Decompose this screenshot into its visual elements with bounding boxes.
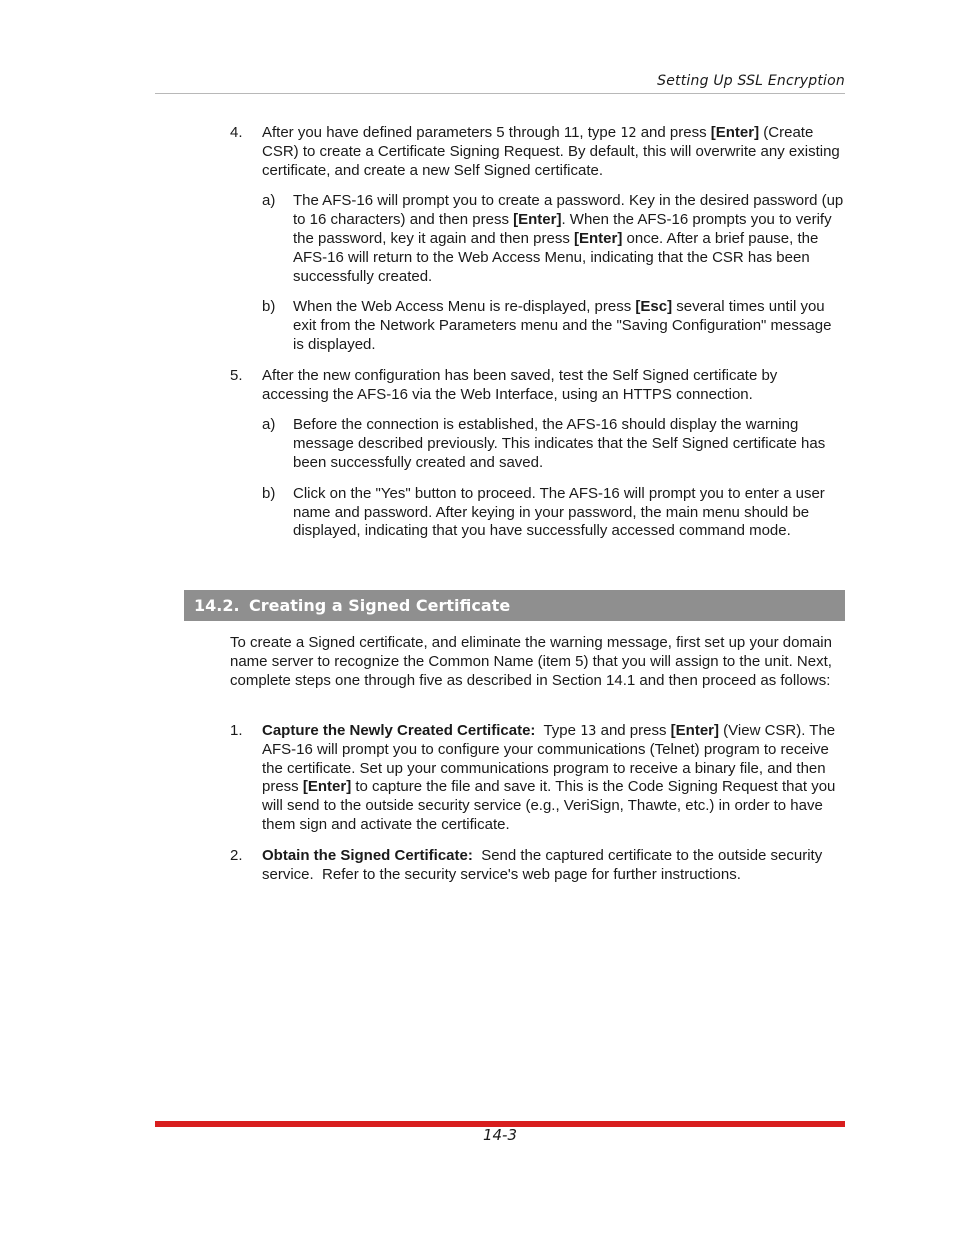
substep-letter: a) <box>262 416 276 434</box>
step-heading: Obtain the Signed Certificate: <box>262 846 473 864</box>
step-5a: a) Before the connection is established, the AFS-16 should display the warning message described previously. This indicates that the Self Signed certificate has been successfully created and saved. <box>262 416 826 471</box>
key-label: [Enter] <box>513 211 562 229</box>
intro-paragraph: To create a Signed certificate, and eliminate the warning message, first set up your domain name server to recognize the Common Name (item 5) that you will assign to the unit. Next, complete steps one through five as described in Section 14.1 and then proceed as follows: <box>230 634 832 689</box>
substep-letter: a) <box>262 192 276 210</box>
step-list-top <box>230 124 845 541</box>
step-number: 2. <box>230 846 243 864</box>
key-label: [Enter] <box>670 722 719 739</box>
step-heading: Capture the Newly Created Certificate: <box>262 722 536 739</box>
key-label: [Enter] <box>574 229 623 247</box>
step-2: 2. Obtain the Signed Certificate: Send the captured certificate to the outside security service. Refer to the security service's web page for further instructions. <box>230 846 827 883</box>
running-header-title: Setting Up SSL Encryption <box>657 73 845 89</box>
step-list-bottom <box>230 722 845 884</box>
command-code: 13 <box>580 723 597 739</box>
command-code: 12 <box>620 125 637 141</box>
substep-letter: b) <box>262 298 276 316</box>
header-rule <box>155 93 845 94</box>
key-label: [Enter] <box>710 124 760 141</box>
substep-letter: b) <box>262 484 276 502</box>
key-label: [Esc] <box>635 298 673 316</box>
section-number: 14.2. <box>194 596 240 615</box>
step-1: 1. Capture the Newly Created Certificate: Type 13 and press [Enter] (View CSR). The AFS-16 will prompt you to configure your communications (Telnet) program to receive the certificate. Set up your communications program to receive a binary file, and then press [Enter] to capture the file and save it. This is the Code Signing Request that you will send to the outside security service (e.g., VeriSign, Thawte, etc.) in order to have them sign and activate the certificate. <box>230 722 836 833</box>
step-4b: b) When the Web Access Menu is re-displayed, press [Esc] several times until you exit from the Network Parameters menu and the "Saving Configuration" message is displayed. <box>262 298 832 353</box>
section-title: Creating a Signed Certificate <box>249 596 511 615</box>
step-number: 5. <box>230 366 243 384</box>
step-4: 4. After you have defined parameters 5 through 11, type 12 and press [Enter] (Create CSR) to create a Certificate Signing Request. By default, this will overwrite any existing certificate, and create a new Self Signed certificate. <box>230 124 840 179</box>
step-5b: b) Click on the "Yes" button to proceed. The AFS-16 will prompt you to enter a user name and password. After keying in your password, the main menu should be displayed, indicating that you have successfully accessed command mode. <box>262 484 825 540</box>
step-5: 5. After the new configuration has been saved, test the Self Signed certificate by accessing the AFS-16 via the Web Interface, using an HTTPS connection. <box>230 366 778 403</box>
step-number: 4. <box>230 124 243 141</box>
key-label: [Enter] <box>302 778 352 796</box>
step-4a: a) The AFS-16 will prompt you to create a password. Key in the desired password (up to 16 characters) and then press [Enter]. When the AFS-16 prompts you to verify the password, key it again and then press [Enter] once. After a brief pause, the AFS-16 will return to the Web Access Menu, indicating that the CSR has been successfully created. <box>262 192 844 285</box>
step-number: 1. <box>230 722 243 739</box>
page-number: 14-3 <box>482 1126 518 1144</box>
section-heading <box>184 590 845 621</box>
